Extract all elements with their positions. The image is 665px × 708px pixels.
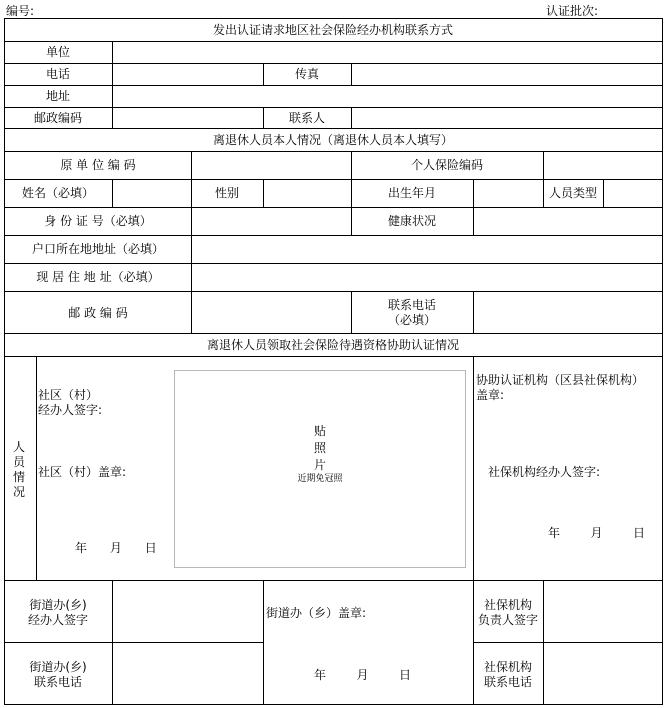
street-handler-line2: 经办人签字 <box>27 613 89 627</box>
photo-text-line3: 片 <box>313 458 327 472</box>
contact-person-label: 联系人 <box>288 111 326 125</box>
batch-label: 认证批次: <box>546 4 599 18</box>
personal-insurance-code-label: 个人保险编码 <box>410 158 484 172</box>
id-number-label: 身 份 证 号（必填） <box>44 214 152 228</box>
street-phone-line1: 街道办(乡) <box>29 660 87 674</box>
community-signature-line1: 社区（村） <box>38 388 99 402</box>
original-unit-code-label: 原 单 位 编 码 <box>60 158 136 172</box>
social-head-line2: 负责人签字 <box>477 613 539 627</box>
street-date: 年 月 日 <box>314 668 412 682</box>
residence-address-label: 现 居 住 地 址（必填） <box>36 270 160 284</box>
section1-title: 发出认证请求地区社会保险经办机构联系方式 <box>212 23 454 37</box>
social-handler-signature: 社保机构经办人签字: <box>488 465 601 479</box>
photo-text-line1: 贴 <box>313 424 327 438</box>
photo-text-line2: 照 <box>313 441 327 455</box>
address-label: 地址 <box>45 89 71 103</box>
community-signature-line2: 经办人签字: <box>38 403 103 417</box>
table-border <box>5 19 663 705</box>
person-info-text: 人员情况 <box>12 440 25 499</box>
social-phone-line2: 联系电话 <box>483 675 533 689</box>
social-head-line1: 社保机构 <box>483 598 533 612</box>
person-info-vertical-label <box>10 440 28 500</box>
assist-date: 年 月 日 <box>548 526 646 540</box>
name-label: 姓名（必填） <box>21 186 95 200</box>
street-handler-line1: 街道办(乡) <box>29 598 87 612</box>
community-seal-label: 社区（村）盖章: <box>38 465 127 479</box>
birth-date-label: 出生年月 <box>387 186 437 200</box>
community-date: 年 月 日 <box>75 541 157 555</box>
gender-label: 性别 <box>214 186 240 200</box>
contact-phone-label-line2: （必填） <box>387 313 437 327</box>
assist-org-line2: 盖章: <box>476 388 505 402</box>
assist-org-line1: 协助认证机构（区县社保机构） <box>476 373 645 387</box>
health-label: 健康状况 <box>387 214 437 228</box>
section3-title: 离退休人员领取社会保险待遇资格协助认证情况 <box>206 338 460 352</box>
person-type-label: 人员类型 <box>548 186 598 200</box>
social-phone-line1: 社保机构 <box>483 660 533 674</box>
household-address-label: 户口所在地地址（必填） <box>31 242 165 256</box>
section2-title: 离退休人员本人情况（离退休人员本人填写） <box>212 133 454 147</box>
contact-phone-label-line1: 联系电话 <box>387 298 437 312</box>
phone-label: 电话 <box>45 67 71 81</box>
postal-code-2-label: 邮 政 编 码 <box>68 306 128 320</box>
photo-note: 近期免冠照 <box>297 474 343 484</box>
postal-code-label: 邮政编码 <box>33 111 83 125</box>
street-phone-line2: 联系电话 <box>33 675 83 689</box>
unit-label: 单位 <box>45 45 71 59</box>
fax-label: 传真 <box>294 67 320 81</box>
street-seal-label: 街道办（乡）盖章: <box>266 606 367 620</box>
doc-number-label: 编号: <box>6 4 35 18</box>
